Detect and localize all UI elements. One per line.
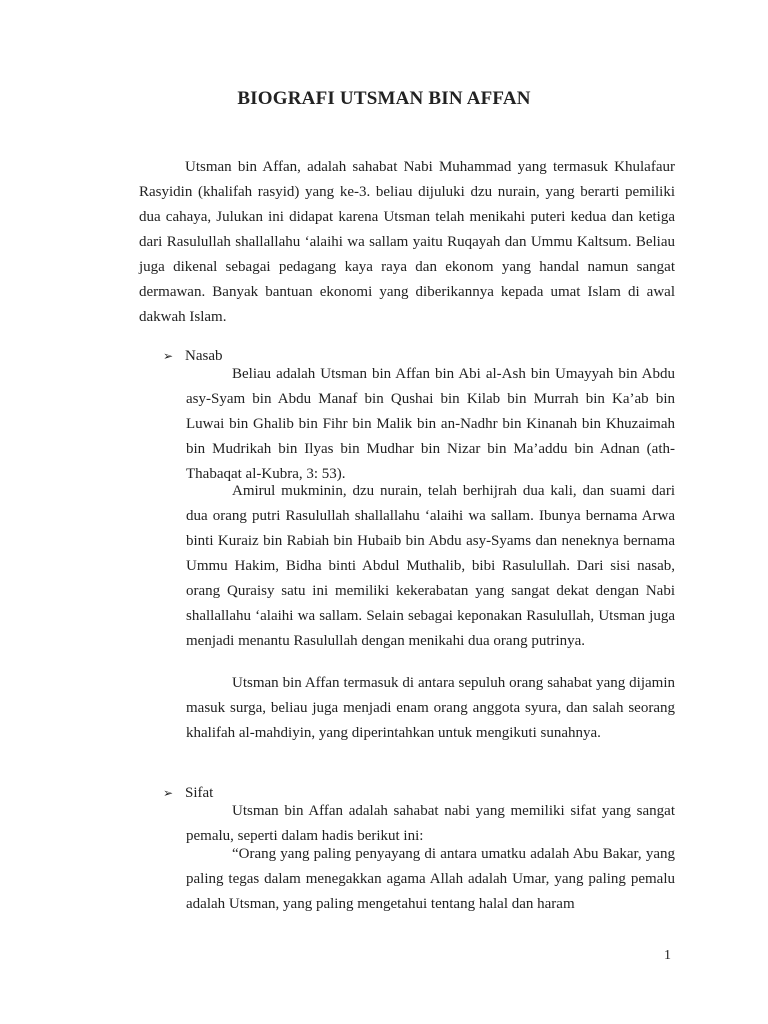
sifat-paragraph-intro: Utsman bin Affan adalah sahabat nabi yang memiliki sifat yang sangat pemalu, seperti dalam hadis berikut ini: bbox=[186, 803, 675, 844]
document-title: BIOGRAFI UTSMAN BIN AFFAN bbox=[237, 88, 531, 109]
nasab-paragraph-family: Amirul mukminin, dzu nurain, telah berhijrah dua kali, dan suami dari dua orang putri Rasulullah shallallahu ‘alaihi wa sallam. Ibunya bernama Arwa binti Kuraiz bin Rabiah bin Hubaib bin Abdu asy-Syams dan neneknya bernama Ummu Hakim, Bidha binti Abdul Muthalib, bibi Rasulullah. Dari sisi nasab, orang Quraisy satu ini memiliki kekerabatan yang sangat dekat dengan Nabi shallallahu ‘alaihi wa sallam. Selain sebagai keponakan Rasulullah, Utsman juga menjadi menantu Rasulullah dengan menikahi dua orang putrinya. bbox=[186, 483, 675, 649]
section-heading-label: Nasab bbox=[185, 348, 223, 364]
nasab-paragraph-status: Utsman bin Affan termasuk di antara sepuluh orang sahabat yang dijamin masuk surga, beliau juga menjadi enam orang anggota syura, dan salah seorang khalifah al-mahdiyin, yang diperintahkan untuk mengikuti sunahnya. bbox=[186, 675, 675, 741]
section-heading-label: Sifat bbox=[185, 785, 214, 801]
arrow-bullet-icon: ➢ bbox=[163, 786, 174, 800]
sifat-paragraph-hadith: “Orang yang paling penyayang di antara umatku adalah Abu Bakar, yang paling tegas dalam menegakkan agama Allah adalah Umar, yang paling pemalu adalah Utsman, yang paling mengetahui tentang halal dan haram bbox=[186, 846, 675, 912]
arrow-bullet-icon: ➢ bbox=[163, 349, 174, 363]
page-number: 1 bbox=[664, 948, 671, 963]
intro-paragraph: Utsman bin Affan, adalah sahabat Nabi Muhammad yang termasuk Khulafaur Rasyidin (khalifah rasyid) yang ke-3. beliau dijuluki dzu nurain, yang berarti pemiliki dua cahaya, Julukan ini didapat karena Utsman telah menikahi puteri kedua dan ketiga dari Rasulullah shallallahu ‘alaihi wa sallam yaitu Ruqayah dan Ummu Kaltsum. Beliau juga dikenal sebagai pedagang kaya raya dan ekonom yang handal namun sangat dermawan. Banyak bantuan ekonomi yang diberikannya kepada umat Islam di awal dakwah Islam. bbox=[139, 159, 675, 325]
nasab-paragraph-lineage: Beliau adalah Utsman bin Affan bin Abi al-Ash bin Umayyah bin Abdu asy-Syam bin Abdu Manaf bin Qushai bin Kilab bin Murrah bin Ka’ab bin Luwai bin Ghalib bin Fihr bin Malik bin an-Nadhr bin Kinanah bin Khuzaimah bin Mudrikah bin Ilyas bin Mudhar bin Nizar bin Ma’addu bin Adnan (ath-Thabaqat al-Kubra, 3: 53). bbox=[186, 366, 675, 482]
